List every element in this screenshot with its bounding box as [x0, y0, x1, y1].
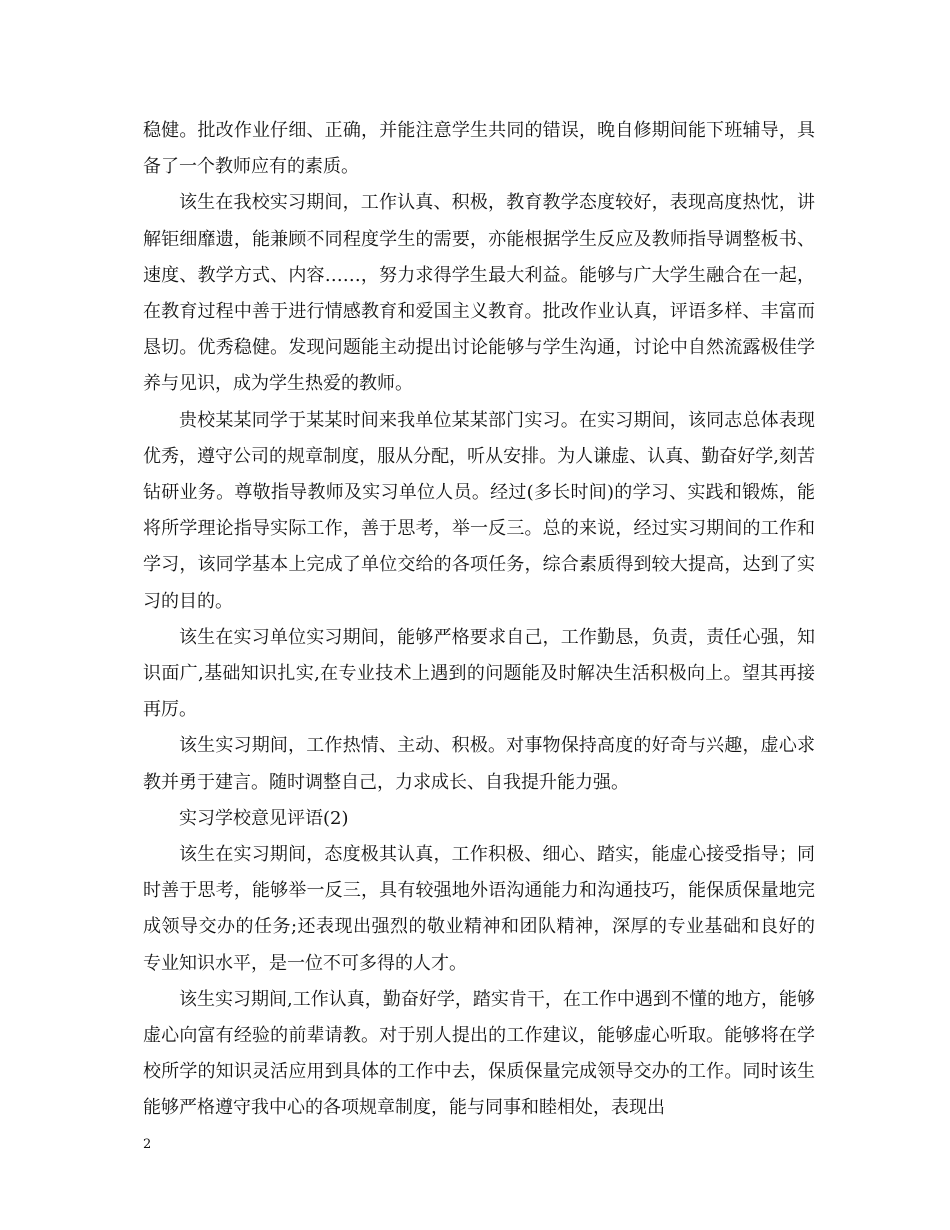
paragraph: 实习学校意见评语(2)	[179, 807, 349, 829]
paragraph: 贵校某某同学于某某时间来我单位某某部门实习。在实习期间，该同志总体表现优秀，遵守公司的规章制度，服从分配，听从安排。为人谦虚、认真、勤奋好学,刻苦钻研业务。尊敬指导教师及实习单位人员。经过(多长时间)的学习、实践和锻炼，能将所学理论指导实际工作，善于思考，举一反三。总的来说，经过实习期间的工作和学习，该同学基本上完成了单位交给的各项任务，综合素质得到较大提高，达到了实习的目的。	[143, 409, 815, 612]
paragraph: 该生在实习期间，态度极其认真，工作积极、细心、踏实，能虚心接受指导；同时善于思考，能够举一反三，具有较强地外语沟通能力和沟通技巧，能保质保量地完成领导交办的任务;还表现出强烈的敬业精神和团队精神，深厚的专业基础和良好的专业知识水平，是一位不可多得的人才。	[143, 844, 815, 974]
paragraph: 该生在我校实习期间，工作认真、积极，教育教学态度较好，表现高度热忱，讲解钜细靡遗，能兼顾不同程度学生的需要，亦能根据学生反应及教师指导调整板书、速度、教学方式、内容……，努力求得学生最大利益。能够与广大学生融合在一起，在教育过程中善于进行情感教育和爱国主义教育。批改作业认真，评语多样、丰富而恳切。优秀稳健。发现问题能主动提出讨论能够与学生沟通，讨论中自然流露极佳学养与见识，成为学生热爱的教师。	[143, 192, 815, 395]
document-body	[143, 113, 815, 1127]
paragraph: 该生实习期间,工作认真，勤奋好学，踏实肯干，在工作中遇到不懂的地方，能够虚心向富有经验的前辈请教。对于别人提出的工作建议，能够虚心听取。能够将在学校所学的知识灵活应用到具体的工作中去，保质保量完成领导交办的工作。同时该生能够严格遵守我中心的各项规章制度，能与同事和睦相处，表现出	[143, 988, 815, 1119]
paragraph: 稳健。批改作业仔细、正确，并能注意学生共同的错误，晚自修期间能下班辅导，具备了一个教师应有的素质。	[143, 120, 815, 178]
paragraph: 该生在实习单位实习期间，能够严格要求自己，工作勤恳，负责，责任心强，知识面广,基础知识扎实,在专业技术上遇到的问题能及时解决生活积极向上。望其再接再厉。	[143, 626, 815, 721]
page-number: 2	[143, 1137, 152, 1152]
paragraph: 该生实习期间，工作热情、主动、积极。对事物保持高度的好奇与兴趣，虚心求教并勇于建言。随时调整自己，力求成长、自我提升能力强。	[143, 735, 815, 793]
